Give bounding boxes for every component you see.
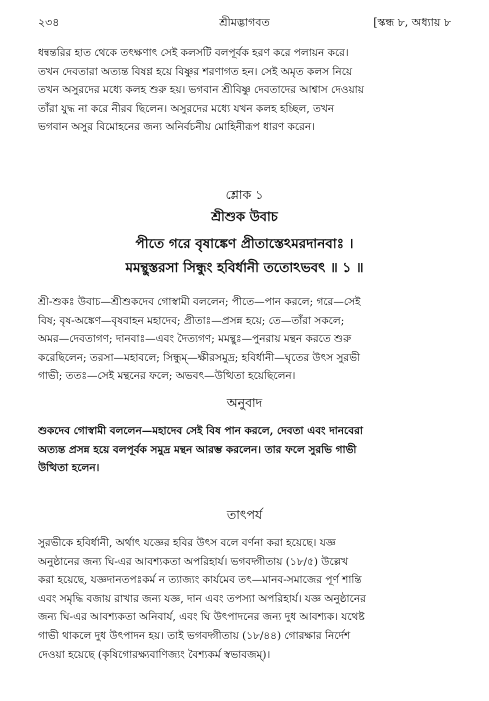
translation-line: উত্থিতা হলেন।: [38, 462, 100, 475]
synonyms-line: অমর—দেবতাগণ; দানবাঃ—এবং দৈত্যগণ; মমন্থুঃ—পুনরায় মন্থন করতে শুরু: [38, 333, 352, 346]
intro-line: ধন্বন্তরির হাত থেকে তৎক্ষণাৎ সেই কলসটি বলপূর্বক হরণ করে পলায়ন করে।: [38, 47, 349, 59]
verse-line-2: মমন্থুস্তরসা সিন্ধুং হবির্ধানী ততোঽভবৎ ॥ ১ ॥: [125, 260, 364, 276]
purport-title: তাৎপর্য: [226, 507, 263, 522]
translation-line: শুকদেব গোস্বামী বললেন—মহাদেব সেই বিষ পান করলে, দেবতা এবং দানবেরা: [38, 425, 363, 437]
synonyms-paragraph: [38, 293, 451, 386]
verse-heading: শ্লোক ১: [225, 187, 264, 202]
synonyms-line: শ্রী-শুকঃ উবাচ—শ্রীশুকদেব গোস্বামী বললেন; পীতে—পান করলে; গরে—সেই: [38, 296, 361, 308]
synonyms-line: করেছিলেন; তরসা—মহাবলে; সিন্ধুম্—ক্ষীরসমুদ্র; হবির্ধানী—ঘৃতের উৎস সুরভী: [38, 351, 361, 364]
page-number: ২৩৪: [38, 16, 60, 29]
intro-line: তাঁরা যুদ্ধ না করে নীরব ছিলেন। অসুরদের মধ্যে যখন কলহ হচ্ছিল, তখন: [38, 102, 335, 115]
purport-paragraph: [38, 534, 451, 664]
intro-line: ভগবান অসুর বিমোহনের জন্য অনির্বচনীয় মোহিনীরূপ ধারণ করেন।: [38, 121, 315, 134]
translation-title: অনুবাদ: [226, 395, 263, 410]
verse-line-1: পীতে গরে বৃষাঙ্কেণ প্রীতাস্তেঽমরদানবাঃ ।: [135, 236, 354, 252]
intro-paragraph: [38, 44, 451, 137]
translation-line: অত্যন্ত প্রসন্ন হয়ে বলপূর্বক সমুদ্র মন্থন আরম্ভ করলেন। তার ফলে সুরভি গাভী: [38, 443, 357, 456]
translation-paragraph: [38, 422, 451, 478]
intro-line: তখন অসুরদের মধ্যে কলহ শুরু হয়। ভগবান শ্রীবিষ্ণু দেবতাদের আশ্বাস দেওয়ায়: [38, 84, 364, 97]
purport-line: গাভী থাকলে দুধ উৎপাদন হয়। তাই ভগবদ্গীতায় (১৮/৪৪) গোরক্ষার নির্দেশ: [38, 629, 351, 642]
purport-line: এবং সমৃদ্ধি বজায় রাখার জন্য যজ্ঞ, দান এবং তপস্যা অপরিহার্য। যজ্ঞ অনুষ্ঠানের: [38, 592, 366, 605]
purport-line: অনুষ্ঠানের জন্য ঘি-এর আবশ্যকতা অপরিহার্য। ভগবদ্গীতায় (১৮/৫) উল্লেখ: [38, 555, 349, 568]
purport-line: জন্য ঘি-এর আবশ্যকতা অনিবার্য, এবং ঘি উৎপাদনের জন্য দুধ আবশ্যক। যথেষ্ট: [38, 611, 365, 624]
purport-line: করা হয়েছে, যজ্ঞদানতপঃকর্ম ন ত্যাজ্যং কার্যমেব তৎ—মানব-সমাজের পূর্ণ শান্তি: [38, 574, 362, 587]
purport-line: সুরভীকে হবির্ধানী, অর্থাৎ যজ্ঞের হবির উৎস বলে বর্ণনা করা হয়েছে। যজ্ঞ: [38, 537, 336, 549]
synonyms-line: গাভী; ততঃ—সেই মন্থনের ফলে; অভবৎ—উত্থিতা হয়েছিলেন।: [38, 370, 296, 383]
running-header: [38, 14, 451, 30]
purport-line: দেওয়া হয়েছে (কৃষিগোরক্ষ্যবাণিজ্যং বৈশ্যকর্ম স্বভাবজম্)।: [38, 648, 271, 661]
verse-speaker: শ্রীশুক উবাচ: [211, 210, 278, 225]
synonyms-line: বিষ; বৃষ-অঙ্কেণ—বৃষবাহন মহাদেব; প্রীতাঃ—প্রসন্ন হয়ে; তে—তাঁরা সকলে;: [38, 314, 345, 327]
book-title: শ্রীমদ্ভাগবত: [219, 16, 270, 29]
intro-line: তখন দেবতারা অত্যন্ত বিষণ্ণ হয়ে বিষ্ণুর শরণাগত হন। সেই অমৃত কলস নিয়ে: [38, 65, 353, 78]
canto-chapter-label: [স্কন্ধ ৮, অধ্যায় ৮: [373, 16, 451, 29]
